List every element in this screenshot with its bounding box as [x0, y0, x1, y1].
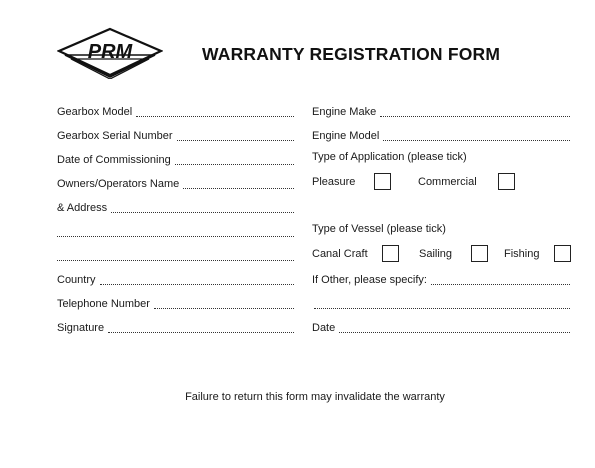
- gearbox-model-label: Gearbox Model: [57, 106, 133, 118]
- address-label: & Address: [57, 202, 108, 214]
- gearbox-serial-field[interactable]: [57, 126, 294, 142]
- telephone-label: Telephone Number: [57, 298, 150, 310]
- engine-model-field[interactable]: [312, 126, 570, 142]
- gearbox-serial-line[interactable]: [177, 128, 294, 141]
- fishing-checkbox[interactable]: [554, 245, 571, 262]
- date-commissioning-label: Date of Commissioning: [57, 154, 171, 166]
- owners-name-label: Owners/Operators Name: [57, 178, 180, 190]
- signature-field[interactable]: [57, 318, 294, 334]
- signature-line[interactable]: [108, 320, 294, 333]
- pleasure-label: Pleasure: [312, 176, 356, 188]
- commercial-label: Commercial: [418, 176, 477, 188]
- engine-model-line[interactable]: [383, 128, 570, 141]
- prm-logo-diamond: [57, 27, 163, 79]
- address-line-1[interactable]: [111, 200, 294, 213]
- engine-make-line[interactable]: [380, 104, 570, 117]
- vessel-heading: Type of Vessel (please tick): [312, 223, 446, 235]
- application-heading: Type of Application (please tick): [312, 151, 467, 163]
- prm-logo: [57, 27, 163, 79]
- commercial-checkbox[interactable]: [498, 173, 515, 190]
- date-label: Date: [312, 322, 336, 334]
- gearbox-model-line[interactable]: [136, 104, 294, 117]
- form-title: WARRANTY REGISTRATION FORM: [202, 44, 501, 64]
- date-commissioning-line[interactable]: [175, 152, 294, 165]
- country-field[interactable]: [57, 270, 294, 286]
- gearbox-model-field[interactable]: [57, 102, 294, 118]
- telephone-field[interactable]: [57, 294, 294, 310]
- sailing-label: Sailing: [419, 248, 453, 260]
- sailing-checkbox[interactable]: [471, 245, 488, 262]
- date-commissioning-field[interactable]: [57, 150, 294, 166]
- engine-model-label: Engine Model: [312, 130, 380, 142]
- country-label: Country: [57, 274, 96, 286]
- address-field[interactable]: [57, 198, 294, 214]
- if-other-field[interactable]: [312, 270, 570, 286]
- date-line[interactable]: [339, 320, 570, 333]
- country-line[interactable]: [100, 272, 294, 285]
- logo-text: PRM: [87, 41, 133, 63]
- canal-craft-checkbox[interactable]: [382, 245, 399, 262]
- if-other-line-2-field[interactable]: [314, 294, 570, 310]
- footer-note: Failure to return this form may invalidate the warranty: [185, 391, 445, 403]
- fishing-label: Fishing: [504, 248, 540, 260]
- owners-name-line[interactable]: [183, 176, 294, 189]
- address-line-2[interactable]: [57, 224, 294, 237]
- if-other-label: If Other, please specify:: [312, 274, 427, 286]
- canal-craft-label: Canal Craft: [312, 248, 368, 260]
- pleasure-checkbox[interactable]: [374, 173, 391, 190]
- date-field[interactable]: [312, 318, 570, 334]
- telephone-line[interactable]: [154, 296, 294, 309]
- engine-make-label: Engine Make: [312, 106, 377, 118]
- address-line-3-field[interactable]: [57, 246, 294, 262]
- gearbox-serial-label: Gearbox Serial Number: [57, 130, 173, 142]
- engine-make-field[interactable]: [312, 102, 570, 118]
- if-other-line-2[interactable]: [314, 296, 570, 309]
- address-line-2-field[interactable]: [57, 222, 294, 238]
- signature-label: Signature: [57, 322, 105, 334]
- owners-name-field[interactable]: [57, 174, 294, 190]
- if-other-line-1[interactable]: [431, 272, 570, 285]
- address-line-3[interactable]: [57, 248, 294, 261]
